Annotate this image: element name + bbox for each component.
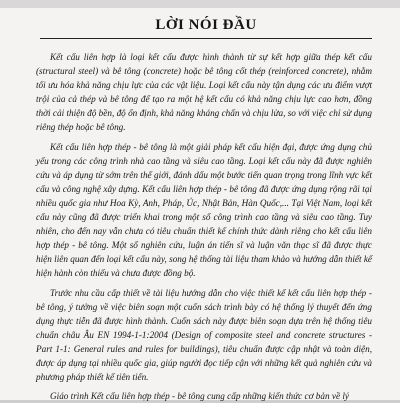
page-title: LỜI NÓI ĐẦU bbox=[155, 17, 257, 33]
title-rule bbox=[40, 10, 372, 39]
paragraph-3: Trước nhu cầu cấp thiết về tài liệu hướng dẫn cho việc thiết kế kết cấu liên hợp thép - bê tông, ý tưởng về việc biên soạn một cuốn sách trình bày có hệ thống lý thuyết đến ứng dụng thực tiễn đã được hình thành. Cuốn sách này được biên soạn dựa trên hệ thống tiêu chuẩn châu Âu EN 1994-1-1:2004 (Design of composite steel and concrete structures - Part 1-1: General rules and rules for buildings), tiêu chuẩn được cập nhật và toàn diện, được áp dụng tại nhiều quốc gia, giúp người đọc tiếp cận với những kết quả nghiên cứu và phương pháp thiết kế tiên tiến. bbox=[36, 287, 372, 383]
paragraph-2: Kết cấu liên hợp thép - bê tông là một giải pháp kết cấu hiện đại, được ứng dụng chủ yếu trong các công trình nhà cao tầng và siêu cao tầng. Loại kết cấu này đã được nghiên cứu và áp dụng từ sớm trên thế giới, đánh dấu một bước tiến quan trọng trong lĩnh vực kết cấu và công nghệ xây dựng. Kết cấu liên hợp thép - bê tông đã được ứng dụng rộng rãi tại nhiều quốc gia như Hoa Kỳ, Anh, Pháp, Úc, Nhật Bản, Hàn Quốc,... Tại Việt Nam, loại kết cấu này cũng đã được triển khai trong một số công trình cao tầng và siêu cao tầng. Tuy nhiên, cho đến nay vẫn chưa có tiêu chuẩn thiết kế chính thức dành riêng cho kết cấu liên hợp thép - bê tông. Một số nghiên cứu, luận án tiến sĩ và luận văn thạc sĩ đã được thực hiện liên quan đến loại kết cấu này, song hệ thống tài liệu tham khảo và hướng dẫn thiết kế hiện hành còn thiếu và chưa được đồng bộ. bbox=[36, 141, 372, 279]
paragraph-1: Kết cấu liên hợp là loại kết cấu được hình thành từ sự kết hợp giữa thép kết cấu (structural steel) và bê tông (concrete) hoặc bê tông cốt thép (reinforced concrete), nhằm tối ưu hóa khả năng chịu lực của các vật liệu. Loại kết cấu này tận dụng các ưu điểm vượt trội của cả thép và bê tông để tạo ra một hệ kết cấu có khả năng chịu lực cao hơn, đồng thời cải thiện độ bền, độ ổn định, khả năng kháng chấn và chịu lửa, so với việc chỉ sử dụng riêng thép hoặc bê tông. bbox=[36, 52, 372, 133]
paragraph-4: Giáo trình Kết cấu liên hợp thép - bê tông cung cấp những kiến thức cơ bản về lý bbox=[50, 391, 349, 402]
page-top-edge bbox=[0, 0, 400, 8]
body-text bbox=[36, 50, 372, 403]
